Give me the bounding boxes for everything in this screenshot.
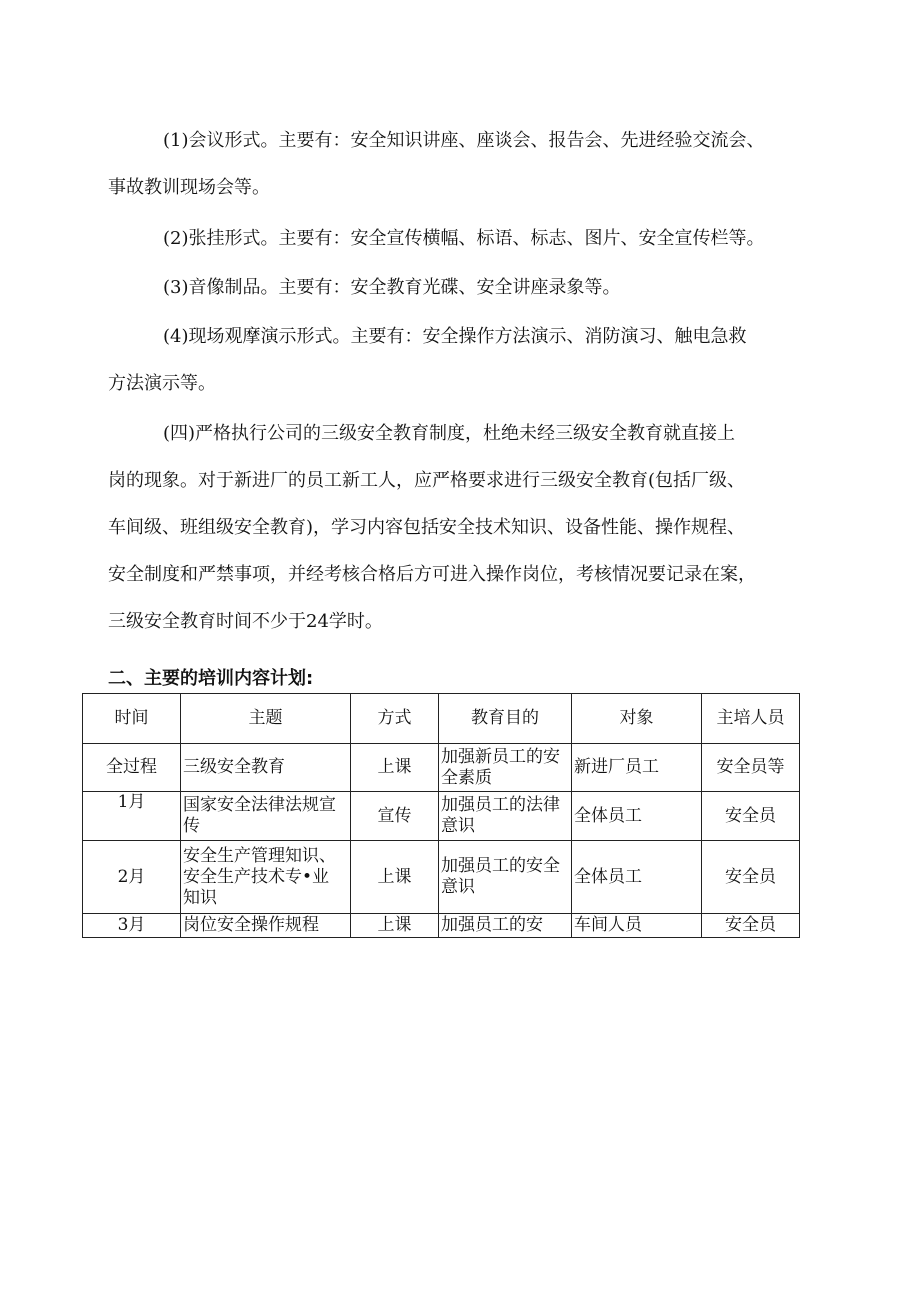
table-cell-target: 新进厂员工 bbox=[572, 744, 702, 792]
table-cell-purpose bbox=[439, 744, 572, 792]
table-cell-time: 全过程 bbox=[83, 744, 181, 792]
table-header-cell: 主题 bbox=[181, 694, 351, 744]
cell-line: 意识 bbox=[441, 877, 475, 897]
paragraph-line: (3)音像制品。主要有：安全教育光碟、安全讲座录象等。 bbox=[163, 277, 621, 298]
section-heading: 二、主要的培训内容计划: bbox=[108, 668, 314, 689]
table-cell-method: 上课 bbox=[351, 744, 439, 792]
table-header-cell: 时间 bbox=[83, 694, 181, 744]
cell-line: 岗位安全操作规程 bbox=[183, 915, 319, 935]
table-cell-method: 上课 bbox=[351, 841, 439, 914]
paragraph-line: 安全制度和严禁事项，并经考核合格后方可进入操作岗位，考核情况要记录在案， bbox=[108, 564, 756, 585]
table-cell-topic bbox=[181, 744, 351, 792]
table-cell-time: 1月 bbox=[83, 792, 181, 841]
table-cell-trainer: 安全员等 bbox=[702, 744, 800, 792]
paragraph-meeting-form bbox=[108, 117, 828, 211]
table-cell-trainer: 安全员 bbox=[702, 841, 800, 914]
cell-line: 知识 bbox=[183, 887, 217, 908]
training-plan-table bbox=[82, 693, 800, 938]
paragraph-line: (四)严格执行公司的三级安全教育制度，杜绝未经三级安全教育就直接上 bbox=[163, 423, 736, 444]
paragraph-line: 岗的现象。对于新进厂的员工新工人，应严格要求进行三级安全教育(包括厂级、 bbox=[108, 470, 746, 491]
table-header-cell: 教育目的 bbox=[439, 694, 572, 744]
table-header-cell: 方式 bbox=[351, 694, 439, 744]
table-row bbox=[83, 744, 800, 792]
table-cell-time: 3月 bbox=[83, 914, 181, 938]
paragraph-line: (4)现场观摩演示形式。主要有：安全操作方法演示、消防演习、触电急救 bbox=[163, 326, 747, 347]
table-cell-topic bbox=[181, 792, 351, 841]
table-row bbox=[83, 792, 800, 841]
cell-line: 安全生产技术专•业 bbox=[183, 866, 330, 887]
paragraph-three-level-education bbox=[108, 410, 828, 645]
table-header-row bbox=[83, 694, 800, 744]
table-header-cell: 主培人员 bbox=[702, 694, 800, 744]
paragraph-line: 事故教训现场会等。 bbox=[108, 177, 270, 198]
table-cell-purpose bbox=[439, 792, 572, 841]
cell-line: 全素质 bbox=[441, 767, 492, 788]
table-cell-method: 上课 bbox=[351, 914, 439, 938]
table-cell-topic bbox=[181, 841, 351, 914]
cell-line: 国家安全法律法规宣 bbox=[183, 795, 336, 815]
cell-line: 加强员工的法律 bbox=[441, 795, 560, 815]
paragraph-line: (1)会议形式。主要有：安全知识讲座、座谈会、报告会、先进经验交流会、 bbox=[163, 130, 765, 151]
table-cell-trainer: 安全员 bbox=[702, 914, 800, 938]
cell-line: 加强员工的安 bbox=[441, 915, 543, 935]
cell-line: 安全生产管理知识、 bbox=[183, 845, 336, 866]
paragraph-line: 车间级、班组级安全教育)，学习内容包括安全技术知识、设备性能、操作规程、 bbox=[108, 517, 746, 538]
table-cell-purpose bbox=[439, 914, 572, 938]
table-cell-target: 车间人员 bbox=[572, 914, 702, 938]
paragraph-line: 方法演示等。 bbox=[108, 373, 216, 394]
cell-line: 三级安全教育 bbox=[183, 757, 285, 777]
table-cell-target: 全体员工 bbox=[572, 841, 702, 914]
table-cell-target: 全体员工 bbox=[572, 792, 702, 841]
table-cell-topic bbox=[181, 914, 351, 938]
cell-line: 加强新员工的安 bbox=[441, 746, 560, 767]
table-cell-trainer: 安全员 bbox=[702, 792, 800, 841]
table-cell-method: 宣传 bbox=[351, 792, 439, 841]
cell-line: 加强员工的安全 bbox=[441, 856, 560, 876]
table-cell-time: 2月 bbox=[83, 841, 181, 914]
paragraph-hanging-form bbox=[108, 215, 828, 262]
cell-line: 传 bbox=[183, 816, 200, 836]
paragraph-line: (2)张挂形式。主要有：安全宣传横幅、标语、标志、图片、安全宣传栏等。 bbox=[163, 228, 765, 249]
paragraph-audio-video bbox=[108, 264, 828, 311]
table-header-cell: 对象 bbox=[572, 694, 702, 744]
table-row bbox=[83, 841, 800, 914]
paragraph-line: 三级安全教育时间不少于24学时。 bbox=[108, 611, 383, 632]
paragraph-demonstration-form bbox=[108, 313, 828, 407]
cell-line: 意识 bbox=[441, 816, 475, 836]
table-row bbox=[83, 914, 800, 938]
table-cell-purpose bbox=[439, 841, 572, 914]
